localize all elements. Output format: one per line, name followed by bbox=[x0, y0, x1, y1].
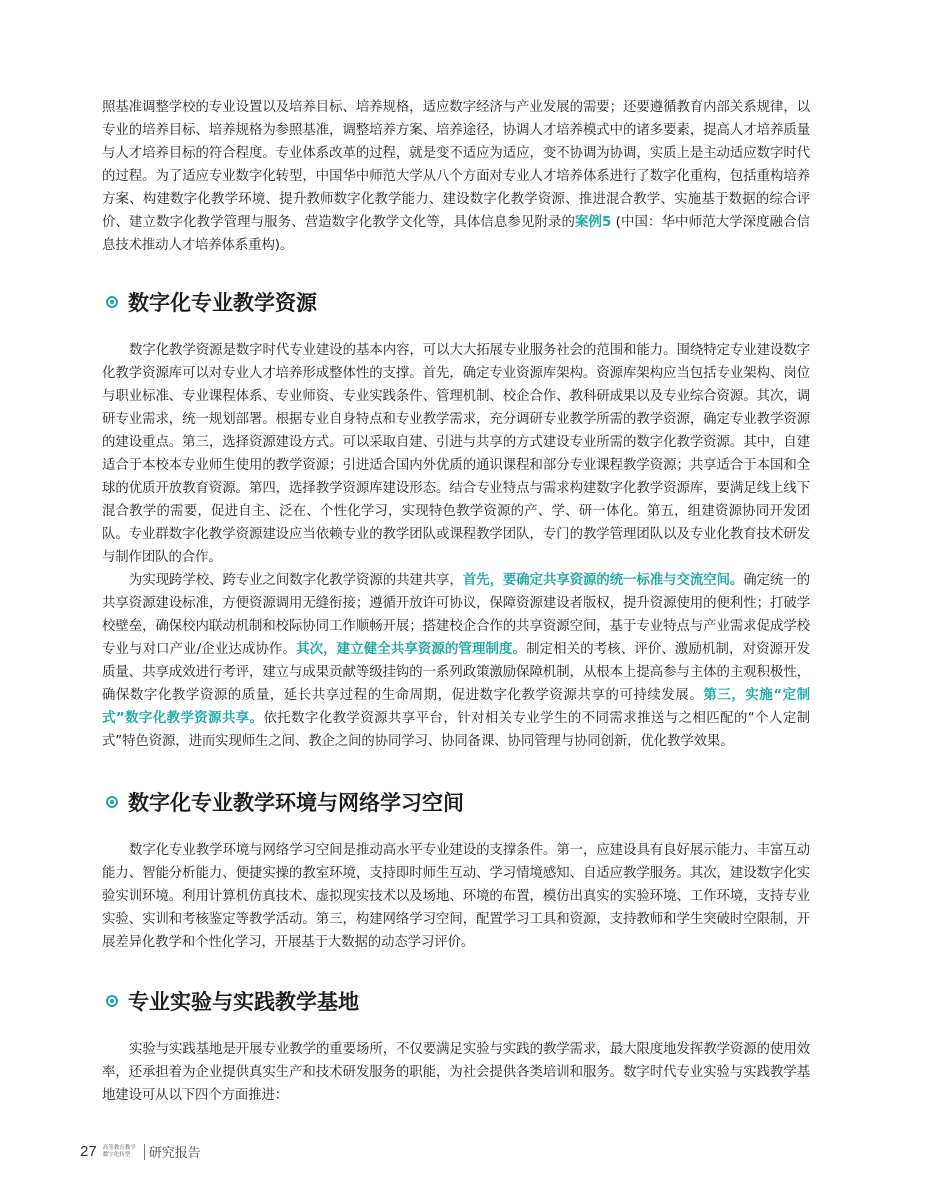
case-5-link[interactable]: 案例5 bbox=[575, 215, 612, 230]
sharing-body-3: 依托数字化教学资源共享平台，针对相关专业学生的不同需求推送与之相匹配的“个人定制式”特色资源，进而实现师生之间、教企之间的协同学习、协同备课、协同管理与协同创新，优化教学效果。 bbox=[102, 711, 810, 749]
footer-divider bbox=[144, 1144, 145, 1160]
page-content bbox=[102, 96, 810, 1107]
sharing-body-2: 制定相关的考核、评价、激励机制，对资源开发质量、共享成效进行考评，建立与成果贡献等级挂钩的一系列政策激励保障机制，从根本上提高参与主体的主观积极性，确保数字化教学资源的质量，延长共享过程的生命周期，促进数字化教学资源共享的可持续发展。 bbox=[102, 642, 810, 703]
section-heading-text: 专业实验与实践教学基地 bbox=[128, 990, 359, 1014]
report-title: 研究报告 bbox=[148, 1146, 201, 1161]
sharing-intro: 为实现跨学校、跨专业之间数字化教学资源的共建共享， bbox=[129, 573, 463, 588]
highlight-first: 首先，要确定共享资源的统一标准与交流空间。 bbox=[462, 573, 744, 588]
section-heading-digital-resources bbox=[102, 287, 810, 317]
logo-line-2: 数字化转型 bbox=[102, 1151, 131, 1158]
section-heading-practice-base bbox=[102, 986, 810, 1016]
page-footer bbox=[80, 1142, 201, 1161]
logo-line-1: 高等教育教学 bbox=[102, 1144, 136, 1151]
sharing-body-1: 确定统一的共享资源建设标准，方便资源调用无缝衔接；遵循开放许可协议，保障资源建设者版权，提升资源使用的便利性；打破学校壁垒，确保校内联动机制和校际协同工作顺畅开展；搭建校企合作的共享资源空间，基于专业特点与产业需求促成学校专业与对口产业/企业达成协作。 bbox=[102, 573, 811, 657]
bullet-ring-icon bbox=[106, 296, 118, 308]
section-heading-environment bbox=[102, 787, 810, 817]
highlight-third: 第三，实施“定制式”数字化教学资源共享。 bbox=[102, 688, 810, 726]
section-heading-text: 数字化专业教学资源 bbox=[128, 291, 317, 315]
paragraph-practice-base: 实验与实践基地是开展专业教学的重要场所，不仅要满足实验与实践的教学需求，最大限度地发挥教学资源的使用效率，还承担着为企业提供真实生产和技术研发服务的职能，为社会提供各类培训和服务。数字时代专业实验与实践教学基地建设可从以下四个方面推进： bbox=[102, 1042, 810, 1103]
paragraph-resources: 数字化教学资源是数字时代专业建设的基本内容，可以大大拓展专业服务社会的范围和能力。围绕特定专业建设数字化教学资源库可以对专业人才培养形成整体性的支撑。首先，确定专业资源库架构。资源库架构应当包括专业架构、岗位与职业标准、专业课程体系、专业师资、专业实践条件、管理机制、校企合作、教科研成果以及专业综合资源。其次，调研专业需求，统一规划部署。根据专业自身特点和专业教学需求，充分调研专业教学所需的教学资源，确定专业教学资源的建设重点。第三，选择资源建设方式。可以采取自建、引进与共享的方式建设专业所需的数字化教学资源。其中，自建适合于本校本专业师生使用的教学资源；引进适合国内外优质的通识课程和部分专业课程教学资源；共享适合于本国和全球的优质开放教育资源。第四，选择教学资源库建设形态。结合专业特点与需求构建数字化教学资源库，要满足线上线下混合教学的需要，促进自主、泛在、个性化学习，实现特色教学资源的产、学、研一体化。第五，组建资源协同开发团队。专业群数字化教学资源建设应当依赖专业的教学团队或课程教学团队，专门的教学管理团队以及专业化教育技术研发与制作团队的合作。 bbox=[102, 343, 810, 565]
paragraph-intro bbox=[102, 96, 810, 257]
paragraph-intro-text: 照基准调整学校的专业设置以及培养目标、培养规格，适应数字经济与产业发展的需要；还要遵循教育内部关系规律，以专业的培养目标、培养规格为参照基准，调整培养方案、培养途径，协调人才培养模式中的诸多要素，提高人才培养质量与人才培养目标的符合程度。专业体系改革的过程，就是变不适应为适应，变不协调为协调，实质上是主动适应数字时代的过程。为了适应专业数字化转型，中国华中师范大学从八个方面对专业人才培养体系进行了数字化重构，包括重构培养方案、构建数字化教学环境、提升教师数字化教学能力、建设数字化教学资源、推进混合教学、实施基于数据的综合评价、建立数字化教学管理与服务、营造数字化教学文化等，具体信息参见附录的 bbox=[102, 100, 810, 230]
report-logo bbox=[103, 1145, 136, 1159]
paragraph-environment: 数字化专业教学环境与网络学习空间是推动高水平专业建设的支撑条件。第一，应建设具有良好展示能力、丰富互动能力、智能分析能力、便捷实操的教室环境，支持即时师生互动、学习情境感知、自适应教学服务。其次，建设数字化实验实训环境。利用计算机仿真技术、虚拟现实技术以及场地、环境的布置，模仿出真实的实验环境、工作环境，支持专业实验、实训和考核鉴定等教学活动。第三，构建网络学习空间，配置学习工具和资源，支持教师和学生突破时空限制，开展差异化教学和个性化学习，开展基于大数据的动态学习评价。 bbox=[102, 843, 810, 950]
bullet-ring-icon bbox=[106, 995, 118, 1007]
page-number: 27 bbox=[80, 1143, 97, 1160]
section-heading-text: 数字化专业教学环境与网络学习空间 bbox=[128, 791, 464, 815]
paragraph-sharing bbox=[102, 569, 810, 753]
paragraph-intro-tail: (中国：华中师范大学深度融合信息技术推动人才培养体系重构)。 bbox=[102, 215, 810, 253]
bullet-ring-icon bbox=[106, 796, 118, 808]
highlight-second: 其次，建立健全共享资源的管理制度。 bbox=[296, 642, 527, 657]
